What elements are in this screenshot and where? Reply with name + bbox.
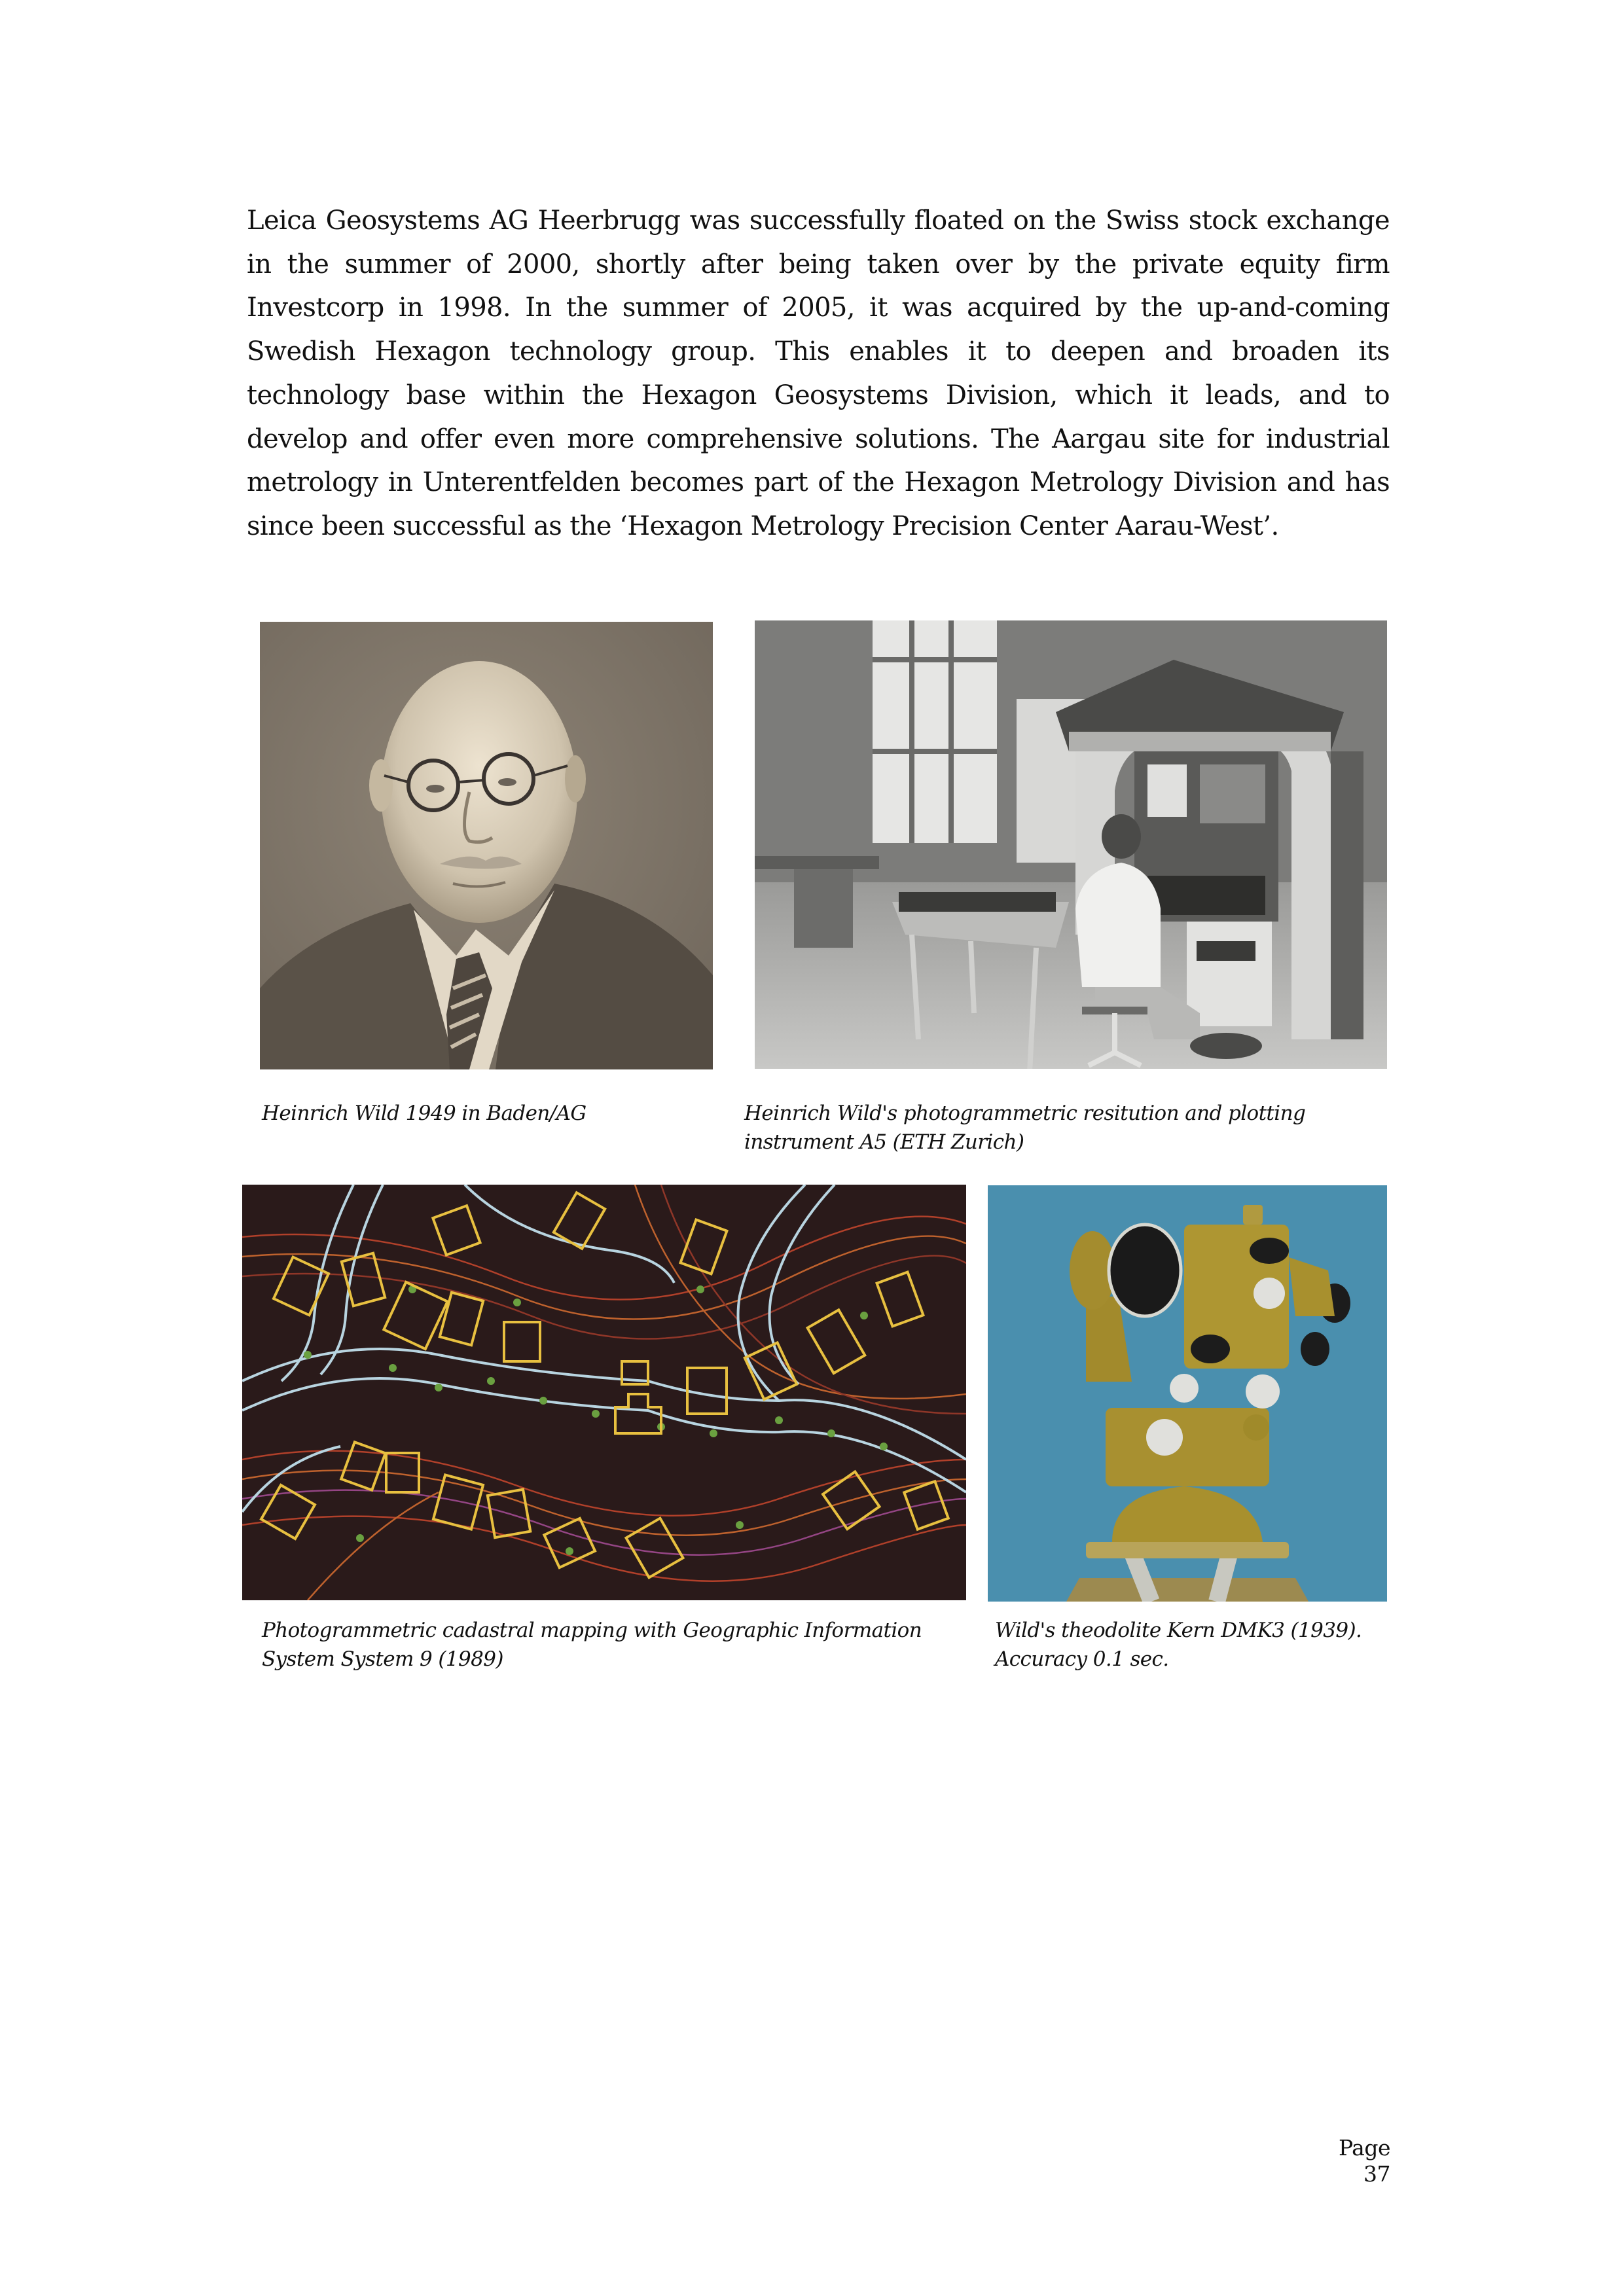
caption-theodolite [995, 1617, 1401, 1674]
portrait-photo [260, 622, 713, 1069]
theodolite-photo [988, 1185, 1387, 1602]
caption-a5-instrument [744, 1100, 1399, 1157]
caption-line: Photogrammetric cadastral mapping with Geographic Information [262, 1619, 922, 1642]
caption-line: instrument A5 (ETH Zurich) [744, 1130, 1024, 1154]
cadastral-map-image [242, 1185, 966, 1600]
caption-line: Heinrich Wild 1949 in Baden/AG [262, 1102, 586, 1125]
caption-line: Heinrich Wild's photogrammetric resitution and plotting [744, 1102, 1306, 1125]
caption-line: System System 9 (1989) [262, 1647, 503, 1671]
portrait-image [260, 622, 713, 1069]
body-paragraph: Leica Geosystems AG Heerbrugg was successfully floated on the Swiss stock exchange in the summer of 2000, shortly after being taken over by the private equity firm Investcorp in 1998. In the summer of 2005, it was acquired by the up-and-coming Swedish Hexagon technology group. This enables it to deepen and broaden its technology base within the Hexagon Geosystems Division, which it leads, and to develop and offer even more comprehensive solutions. The Aargau site for industrial metrology in Unterentfelden becomes part of the Hexagon Metrology Division and has since been successful as the ‘Hexagon Metrology Precision Center Aarau-West’. [247, 206, 1390, 541]
theodolite-image [988, 1185, 1387, 1602]
a5-instrument-image [755, 620, 1387, 1069]
a5-instrument-photo [755, 620, 1387, 1069]
caption-portrait [262, 1100, 720, 1128]
caption-line: Wild's theodolite Kern DMK3 (1939). [995, 1619, 1362, 1642]
page-number: Page 37 [1338, 2135, 1390, 2187]
caption-cadastral-map [262, 1617, 982, 1674]
cadastral-map-graphic [242, 1185, 966, 1600]
caption-line: Accuracy 0.1 sec. [995, 1647, 1169, 1671]
